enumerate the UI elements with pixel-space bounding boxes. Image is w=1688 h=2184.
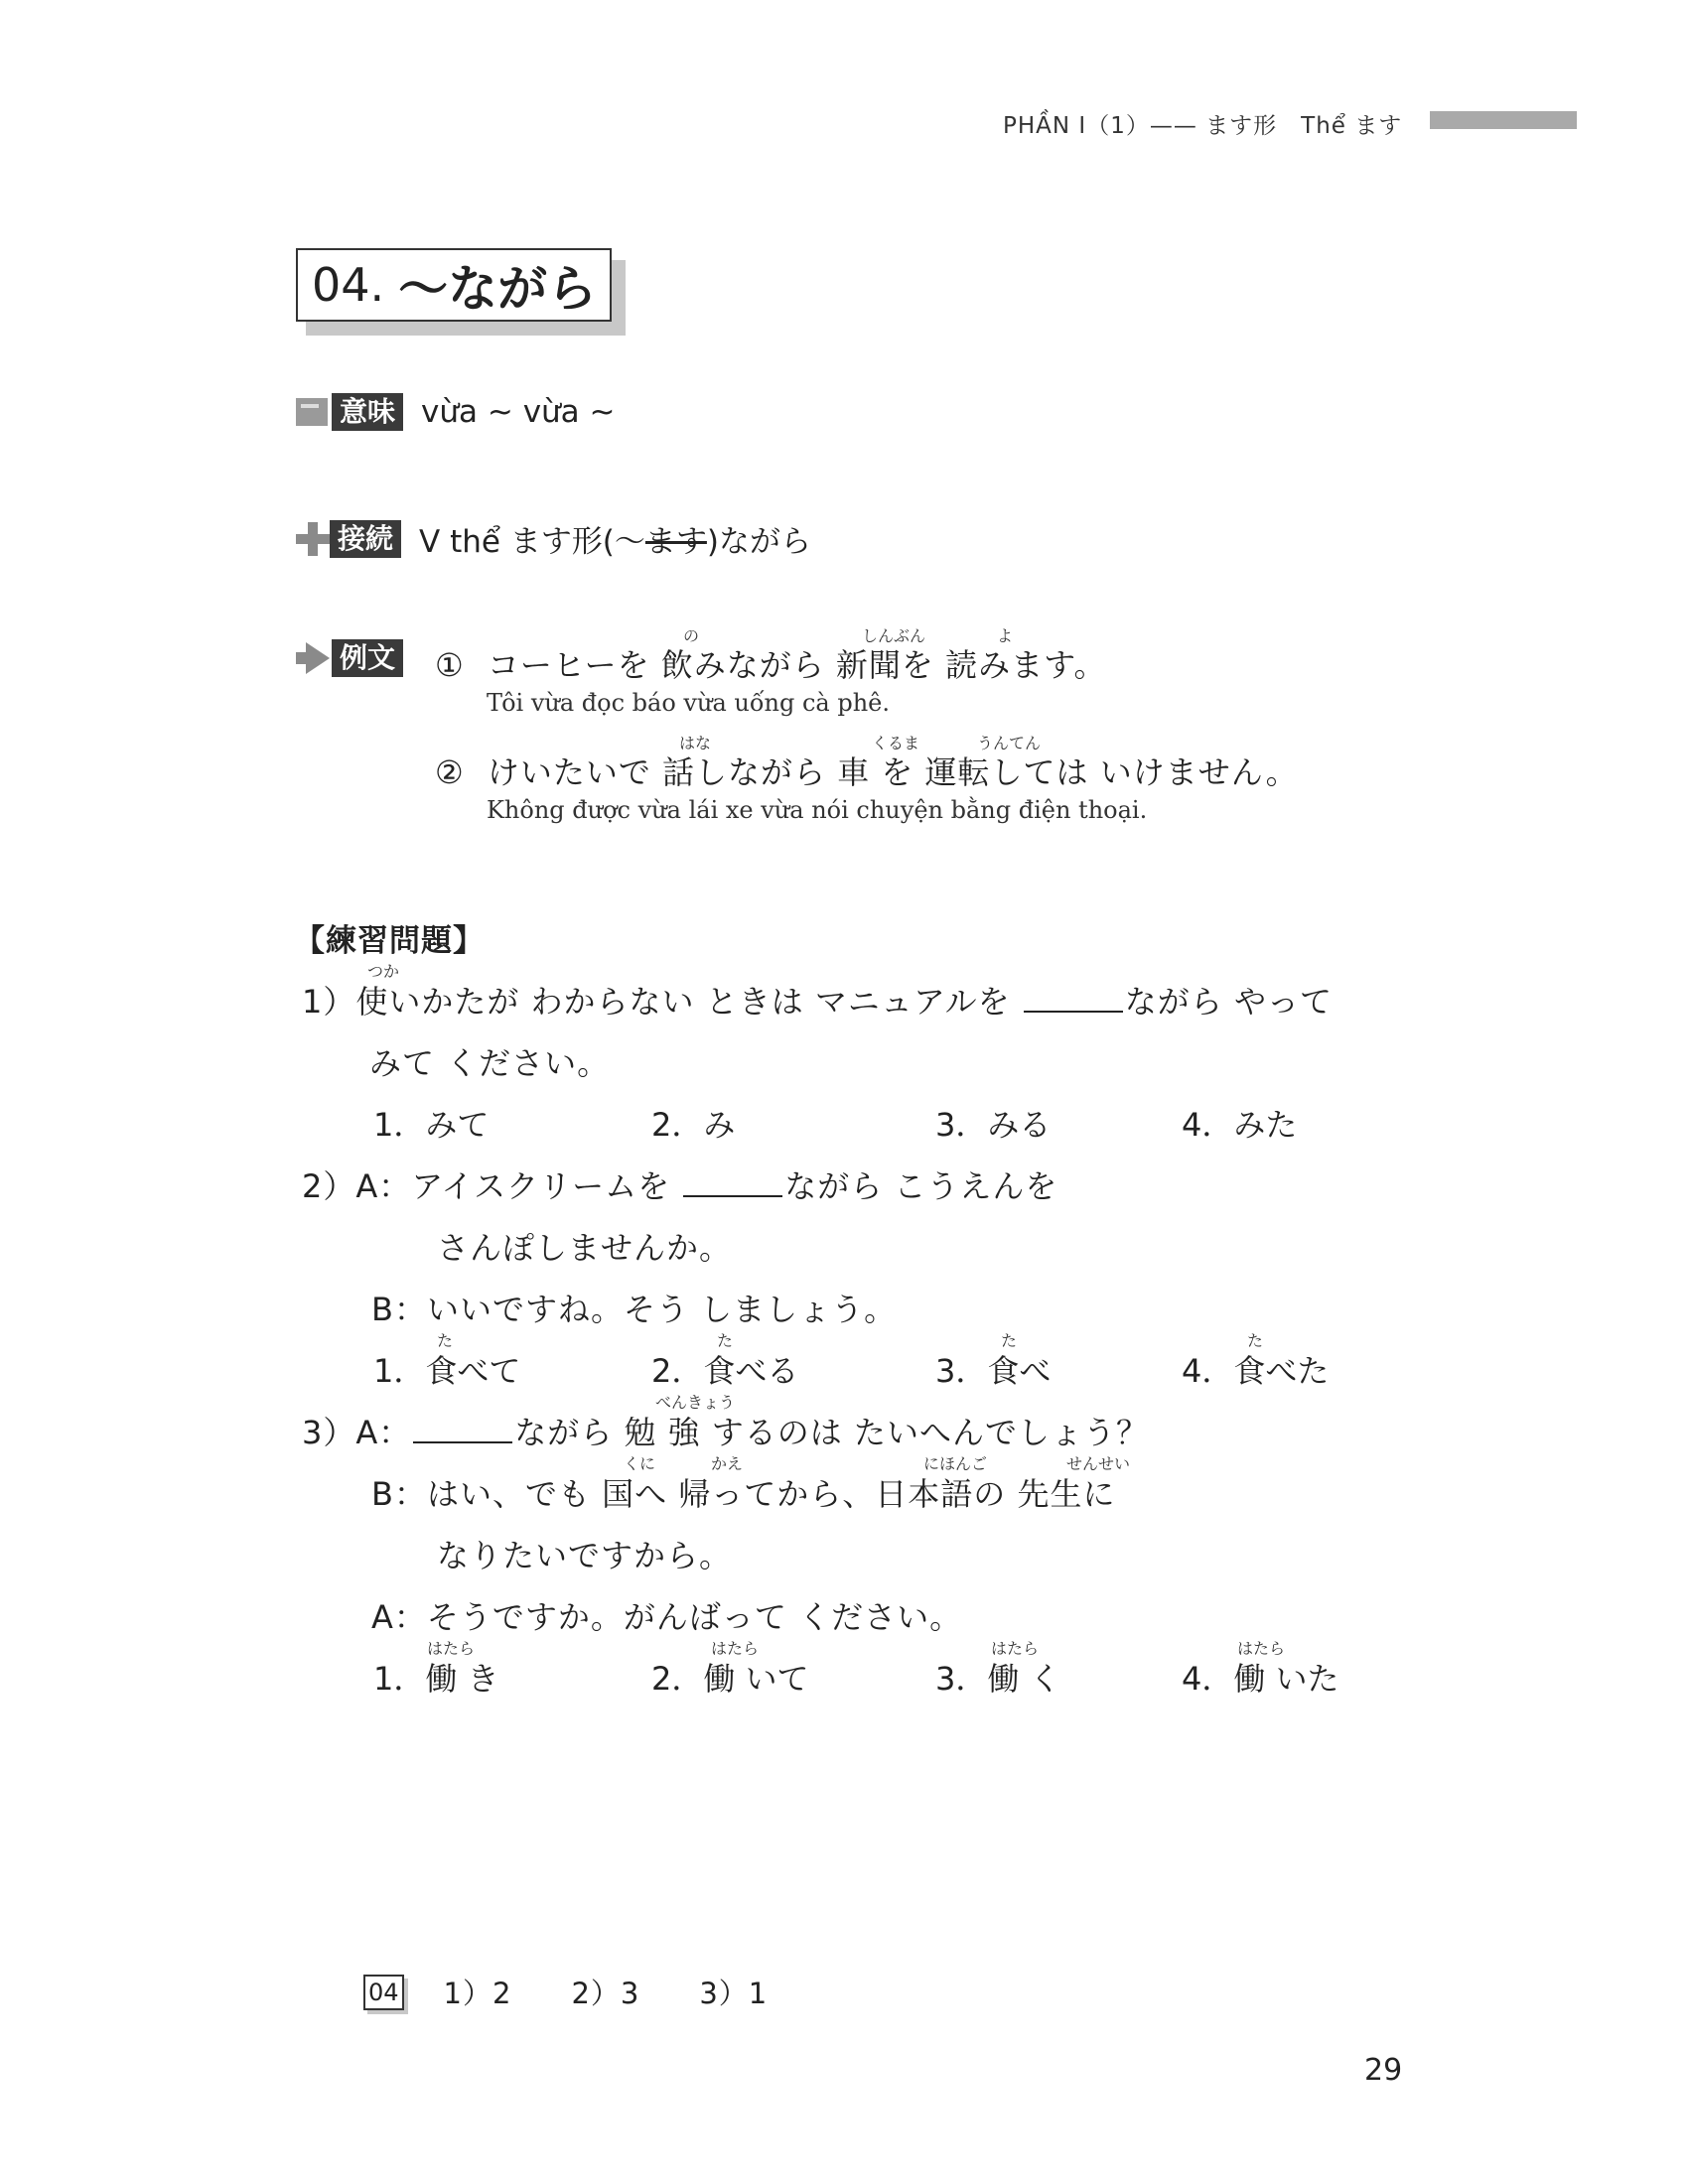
connection-text [419, 516, 811, 561]
example-jp: コーヒーを 飲みながら 新聞を 読みます。 [487, 646, 1107, 684]
running-head: PHẦN Ⅰ（1）—— ます形 Thể ます [1003, 113, 1403, 139]
folder-icon [296, 398, 328, 426]
ruby: つか [367, 962, 400, 981]
example-number: ① [435, 646, 465, 684]
question-2-line-2: さんぽしませんか。 [437, 1229, 733, 1267]
question-2-line-3: B：いいですね。そう しましょう。 [371, 1291, 898, 1328]
ruby: はたら [711, 1639, 760, 1658]
ruby: せんせい [1066, 1454, 1131, 1473]
connection-prefix: V thể ます形(〜 [419, 524, 645, 560]
question-text: ながら こうえんを [784, 1167, 1058, 1205]
option: 4．食べた [1182, 1352, 1330, 1390]
ruby: にほんご [923, 1454, 988, 1473]
examples-tag: 例文 [332, 639, 403, 677]
question-3-line-1 [302, 1408, 1149, 1453]
example-number: ② [435, 753, 465, 791]
example-1 [435, 640, 1107, 686]
ruby: た [437, 1331, 454, 1350]
ruby: た [717, 1331, 734, 1350]
question-text: 使いかたが わからない ときは マニュアルを [355, 983, 1022, 1021]
question-1-line-1 [302, 977, 1333, 1023]
ruby: はな [679, 734, 712, 752]
option: 2．働 いて [651, 1660, 809, 1698]
answer-blank [413, 1416, 512, 1443]
connection-struck: ます [644, 524, 707, 560]
example-1-translation: Tôi vừa đọc báo vừa uống cà phê. [487, 689, 890, 717]
ruby: た [1247, 1331, 1264, 1350]
answer-item: 1）2 [443, 1977, 512, 2010]
ruby: た [1001, 1331, 1018, 1350]
page-number: 29 [1364, 2053, 1403, 2088]
answer-item: 2）3 [571, 1977, 640, 2010]
ruby: うんてん [977, 734, 1042, 752]
ruby: はたら [1237, 1639, 1286, 1658]
meaning-text: vừa ~ vừa ~ [421, 394, 616, 430]
question-3-line-4: A：そうですか。がんばって ください。 [371, 1598, 963, 1636]
question-text: A：アイスクリームを [355, 1167, 682, 1205]
question-number: 1） [302, 983, 356, 1021]
ruby: かえ [711, 1454, 744, 1473]
option: 4．みた [1182, 1106, 1298, 1144]
lesson-number: 04. [312, 258, 385, 312]
ruby: はたら [991, 1639, 1040, 1658]
answer-key-box: 04 [363, 1975, 404, 2010]
lesson-title [296, 248, 612, 322]
plus-icon [296, 522, 330, 556]
option: 2．食べる [651, 1352, 799, 1390]
lesson-pattern: 〜ながら [398, 260, 598, 318]
question-number: 2） [302, 1167, 356, 1205]
answer-blank [683, 1169, 782, 1197]
question-1-line-2: みて ください。 [369, 1044, 611, 1082]
option: 3．みる [935, 1106, 1052, 1144]
answer-blank [1024, 985, 1123, 1013]
connection-suffix: )ながら [706, 524, 812, 560]
example-2 [435, 748, 1299, 793]
answer-key [363, 1972, 768, 2012]
option: 1．食べて [373, 1352, 521, 1390]
question-number: 3） [302, 1414, 356, 1451]
ruby: はたら [427, 1639, 476, 1658]
ruby: くるま [872, 734, 920, 752]
practice-heading: 【練習問題】 [294, 923, 485, 959]
connection-row [296, 516, 811, 561]
examples-row [296, 639, 403, 677]
meaning-tag: 意味 [332, 393, 403, 431]
option: 2．み [651, 1106, 736, 1144]
option: 3．働 く [935, 1660, 1061, 1698]
question-text: ながら 勉 強 するのは たいへんでしょう？ [514, 1414, 1149, 1451]
ruby: しんぶん [862, 626, 926, 645]
example-2-translation: Không được vừa lái xe vừa nói chuyện bằng điện thoại. [487, 796, 1148, 824]
connection-tag: 接続 [330, 520, 401, 558]
ruby: の [683, 626, 700, 645]
question-text: A： [355, 1414, 412, 1451]
answer-item: 3）1 [699, 1977, 769, 2010]
option: 1．みて [373, 1106, 490, 1144]
meaning-row [296, 393, 616, 431]
header-bar [1430, 111, 1577, 129]
arrow-stem [296, 652, 306, 664]
question-2-line-1 [302, 1161, 1057, 1207]
option: 4．働 いた [1182, 1660, 1339, 1698]
ruby: よ [997, 626, 1014, 645]
example-jp: けいたいで 話しながら 車 を 運転しては いけません。 [487, 753, 1299, 791]
ruby: くに [624, 1454, 656, 1473]
question-text: ながら やって [1124, 983, 1333, 1021]
question-3-line-2: B：はい、でも 国へ 帰ってから、日本語の 先生に [371, 1475, 1116, 1513]
option: 3．食べ [935, 1352, 1052, 1390]
question-3-line-3: なりたいですから。 [437, 1537, 733, 1574]
option: 1．働 き [373, 1660, 499, 1698]
ruby: べんきょう [655, 1393, 736, 1412]
arrow-icon [306, 642, 330, 674]
